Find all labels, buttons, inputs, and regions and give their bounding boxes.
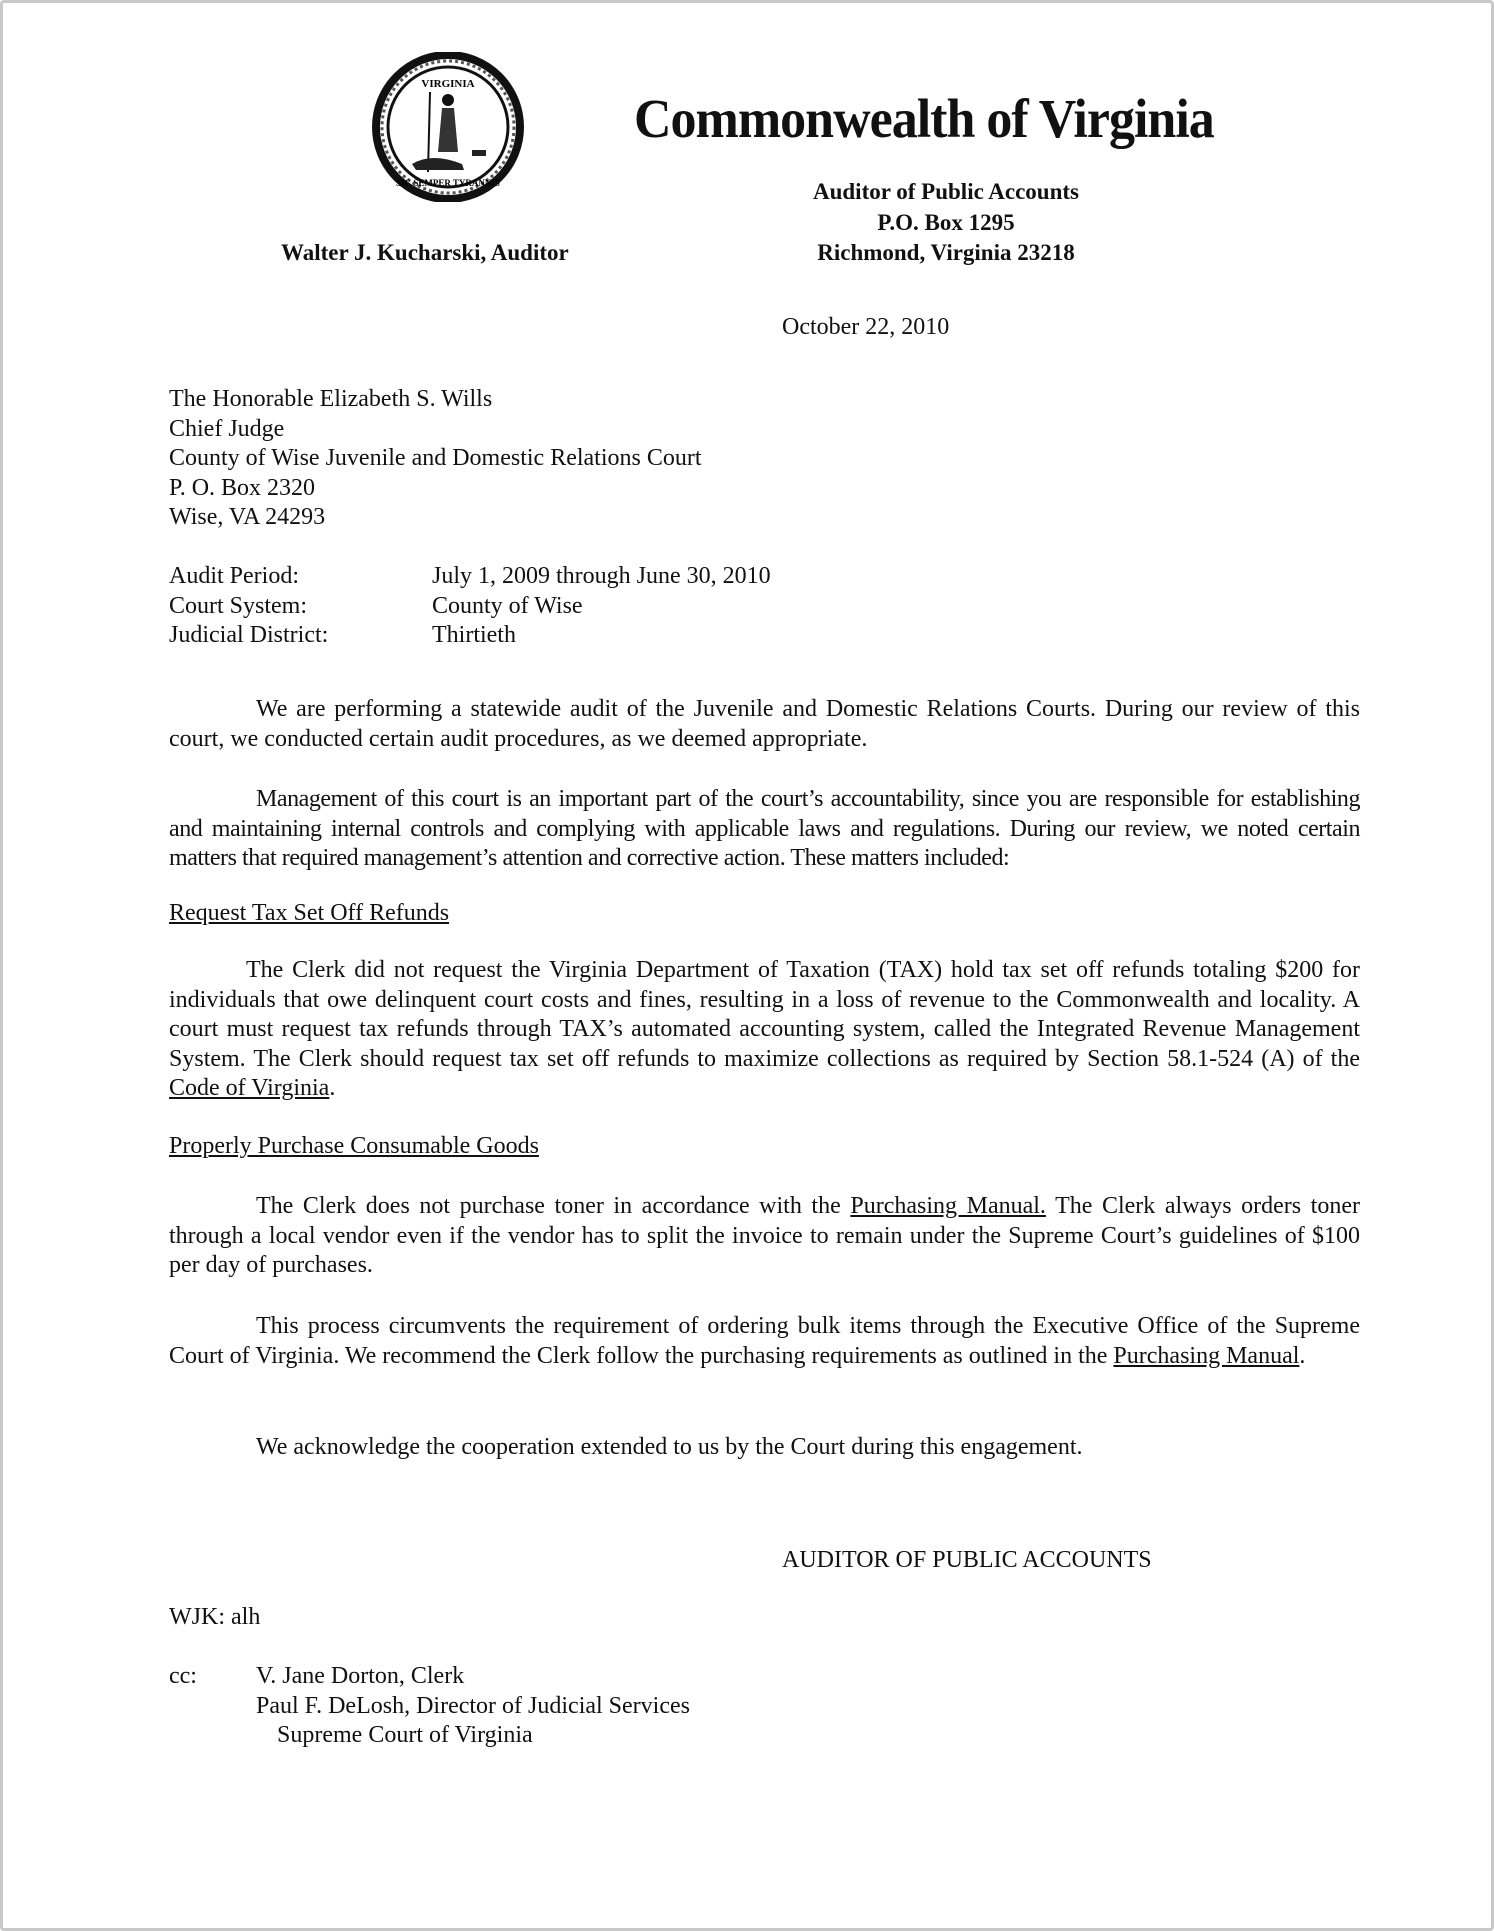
code-of-virginia-reference: Code of Virginia <box>169 1075 330 1101</box>
office-address <box>746 177 1146 269</box>
audit-info-label: Court System: <box>169 592 308 619</box>
initials: WJK: alh <box>169 1604 261 1630</box>
purchasing-manual-reference: Purchasing Manual <box>1113 1342 1300 1369</box>
svg-text:VIRGINIA: VIRGINIA <box>421 78 475 90</box>
audit-info-value: County of Wise <box>432 592 583 619</box>
recipient-line: County of Wise Juvenile and Domestic Relations Court <box>169 445 702 471</box>
office-po-box: P.O. Box 1295 <box>877 209 1015 235</box>
signature-block: AUDITOR OF PUBLIC ACCOUNTS <box>782 1547 1152 1573</box>
letter-date: October 22, 2010 <box>782 314 950 340</box>
cc-list <box>256 1662 690 1751</box>
paragraph-recommendation <box>169 1312 1360 1371</box>
paragraph-end: . <box>329 1075 336 1101</box>
auditor-name: Walter J. Kucharski, Auditor <box>281 240 569 265</box>
recipient-line: The Honorable Elizabeth S. Wills <box>169 386 493 412</box>
audit-info-value: July 1, 2009 through June 30, 2010 <box>432 563 771 589</box>
paragraph-toner <box>169 1192 1360 1281</box>
cc-line: Paul F. DeLosh, Director of Judicial Services <box>256 1692 690 1719</box>
cc-label: cc: <box>169 1663 197 1689</box>
recipient-line: Wise, VA 24293 <box>169 504 326 530</box>
paragraph-tax-set-off <box>169 956 1360 1104</box>
audit-info-label: Audit Period: <box>169 563 299 589</box>
paragraph-text: The Clerk does not purchase toner in accordance with the <box>256 1193 851 1219</box>
letterhead-title: Commonwealth of Virginia <box>634 89 1214 150</box>
cc-line: V. Jane Dorton, Clerk <box>256 1663 465 1689</box>
paragraph-end: . <box>1299 1342 1306 1369</box>
audit-info-label: Judicial District: <box>169 622 329 648</box>
recipient-line: P. O. Box 2320 <box>169 474 316 501</box>
cc-line: Supreme Court of Virginia <box>277 1722 533 1748</box>
paragraph-text: This process circumvents the requirement of ordering bulk items through the Executive Office of the Supreme Court of Virginia. We recommend the Clerk follow the purchasing requirements as outlined in the <box>169 1313 1360 1369</box>
purchasing-manual-reference: Purchasing Manual. <box>850 1193 1046 1219</box>
audit-info-row <box>169 592 771 622</box>
svg-text:SIC SEMPER TYRANNIS: SIC SEMPER TYRANNIS <box>396 178 500 188</box>
paragraph-intro: We are performing a statewide audit of the Juvenile and Domestic Relations Courts. During our review of this court, we conducted certain audit procedures, as we deemed appropriate. <box>169 696 1360 752</box>
paragraph-text: The Clerk always orders toner through a local vendor even if the vendor has to split the invoice to remain under the Supreme Court’s guidelines of $100 per day of purchases. <box>169 1193 1360 1278</box>
paragraph-acknowledgement: We acknowledge the cooperation extended to us by the Court during this engagement. <box>256 1434 1083 1460</box>
audit-info-row <box>169 562 771 592</box>
recipient-line: Chief Judge <box>169 415 285 442</box>
office-name: Auditor of Public Accounts <box>812 179 1080 204</box>
virginia-seal-logo <box>372 52 524 202</box>
audit-info <box>169 562 771 651</box>
heading-tax-set-off: Request Tax Set Off Refunds <box>169 900 450 926</box>
audit-info-row <box>169 621 771 651</box>
office-city: Richmond, Virginia 23218 <box>817 240 1075 265</box>
heading-consumable-goods: Properly Purchase Consumable Goods <box>169 1133 539 1159</box>
audit-info-value: Thirtieth <box>432 622 516 648</box>
recipient-address <box>169 385 702 533</box>
paragraph-management: Management of this court is an important part of the court’s accountability, since you are responsible for establishing and maintaining internal controls and complying with applicable laws and regulations. During our review, we noted certain matters that required management’s attention and corrective action. These matters included: <box>169 786 1360 871</box>
paragraph-text: The Clerk did not request the Virginia Department of Taxation (TAX) hold tax set off refunds totaling $200 for individuals that owe delinquent court costs and fines, resulting in a loss of revenue to the Commonwealth and locality. A court must request tax refunds through TAX’s automated accounting system, called the Integrated Revenue Management System. The Clerk should request tax set off refunds to maximize collections as required by Section 58.1-524 (A) of the <box>169 957 1360 1072</box>
